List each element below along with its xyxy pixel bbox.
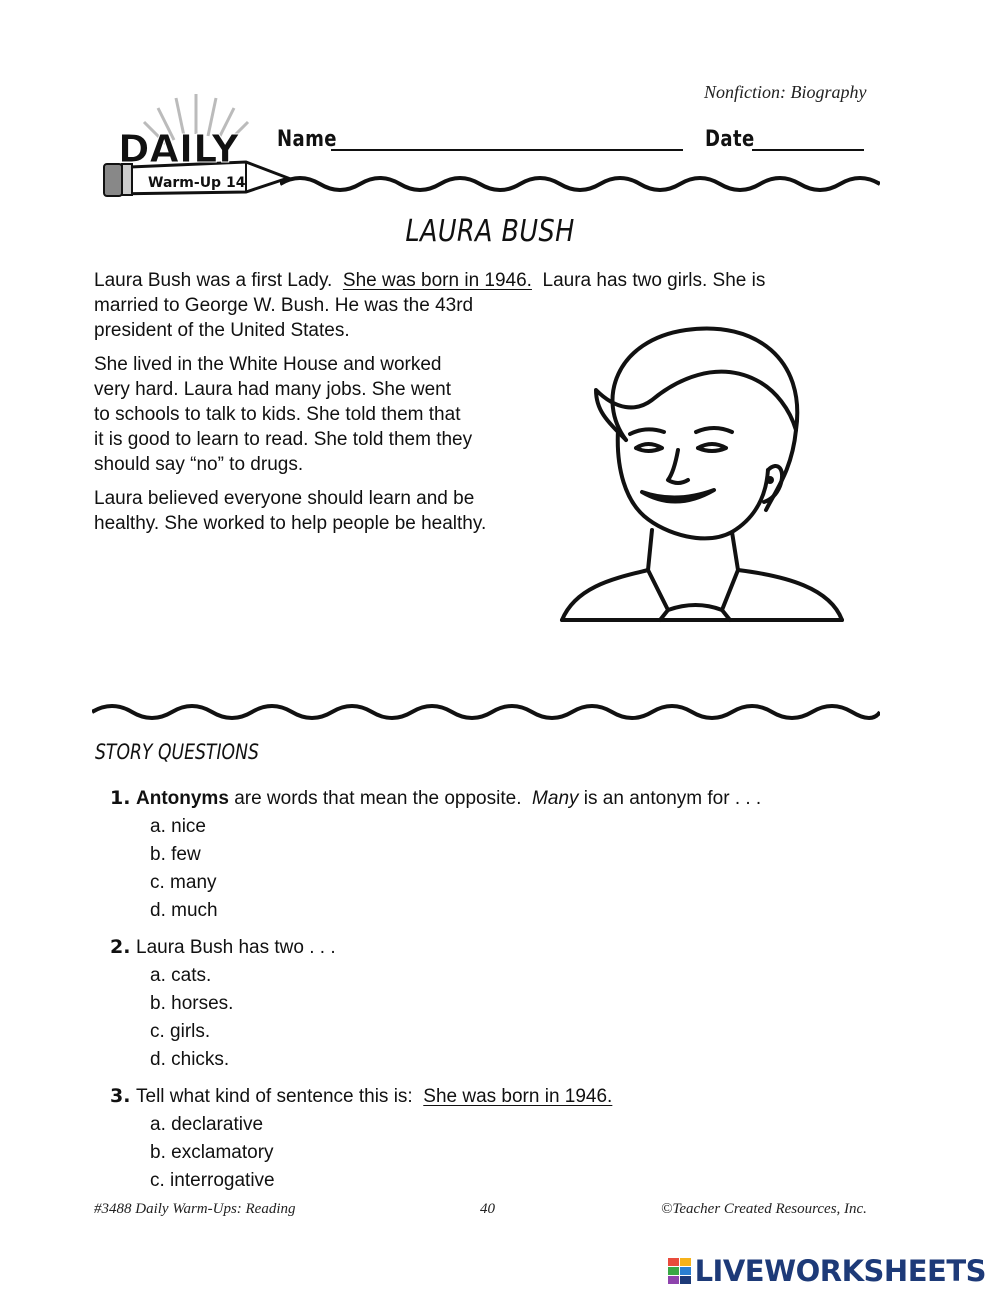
date-field[interactable]: [752, 149, 864, 151]
story-text: Laura has two girls. She is: [542, 270, 766, 291]
liveworksheets-watermark: [668, 1254, 986, 1288]
genre-label: Nonfiction: Biography: [704, 82, 867, 102]
question-1: [110, 784, 870, 925]
question-number: 2.: [110, 936, 131, 958]
story-text: Laura believed everyone should learn and be: [94, 488, 475, 509]
logo-subtitle: Warm-Up 14: [148, 175, 246, 191]
name-field[interactable]: [331, 149, 683, 151]
story-text: She lived in the White House and worked: [94, 354, 442, 375]
story-text: should say “no” to drugs.: [94, 454, 304, 475]
italic-term: Many: [532, 788, 579, 809]
bold-term: Antonyms: [136, 788, 229, 809]
wavy-divider-top: [280, 170, 880, 198]
story-text: president of the United States.: [94, 320, 350, 341]
footer-right: ©Teacher Created Resources, Inc.: [661, 1201, 867, 1217]
question-text: is an antonym for . . .: [583, 788, 762, 809]
liveworksheets-logo-icon: [668, 1258, 692, 1284]
option-3c[interactable]: c. interrogative: [150, 1170, 275, 1191]
questions-heading: STORY QUESTIONS: [95, 740, 259, 764]
question-number: 3.: [110, 1085, 131, 1107]
option-1b[interactable]: b. few: [150, 844, 201, 865]
story-text: healthy. She worked to help people be healthy.: [94, 513, 487, 534]
story-text: Laura Bush was a first Lady.: [94, 270, 333, 291]
option-2d[interactable]: d. chicks.: [150, 1049, 230, 1070]
option-2b[interactable]: b. horses.: [150, 993, 234, 1014]
story-paragraph-3: [94, 486, 544, 536]
story-text: married to George W. Bush. He was the 43rd: [94, 295, 474, 316]
watermark-text: LIVEWORKSHEETS: [694, 1254, 986, 1288]
name-label: Name: [277, 127, 337, 152]
wavy-divider-middle: [92, 698, 880, 726]
story-text: very hard. Laura had many jobs. She went: [94, 379, 451, 400]
question-3: [110, 1082, 870, 1195]
option-3a[interactable]: a. declarative: [150, 1114, 264, 1135]
page-title: LAURA BUSH: [405, 214, 575, 249]
underlined-sentence: She was born in 1946.: [423, 1086, 613, 1107]
page-number: 40: [480, 1201, 495, 1217]
date-label: Date: [705, 127, 755, 152]
option-1a[interactable]: a. nice: [150, 816, 206, 837]
option-1d[interactable]: d. much: [150, 900, 218, 921]
question-text: are words that mean the opposite.: [234, 788, 522, 809]
footer-left: #3488 Daily Warm-Ups: Reading: [94, 1201, 296, 1217]
story-paragraph-2: [94, 352, 534, 477]
story-text: it is good to learn to read. She told them they: [94, 429, 473, 450]
logo-word: DAILY: [118, 127, 239, 171]
option-2c[interactable]: c. girls.: [150, 1021, 211, 1042]
option-1c[interactable]: c. many: [150, 872, 217, 893]
question-text: Tell what kind of sentence this is:: [136, 1086, 413, 1107]
underlined-sentence: She was born in 1946.: [342, 270, 532, 291]
question-number: 1.: [110, 787, 131, 809]
story-text: to schools to talk to kids. She told them that: [94, 404, 461, 425]
daily-warmup-logo: [96, 86, 296, 204]
option-3b[interactable]: b. exclamatory: [150, 1142, 274, 1163]
question-2: [110, 933, 870, 1074]
option-2a[interactable]: a. cats.: [150, 965, 212, 986]
laura-bush-portrait: [556, 320, 848, 630]
question-text: Laura Bush has two . . .: [136, 937, 336, 958]
